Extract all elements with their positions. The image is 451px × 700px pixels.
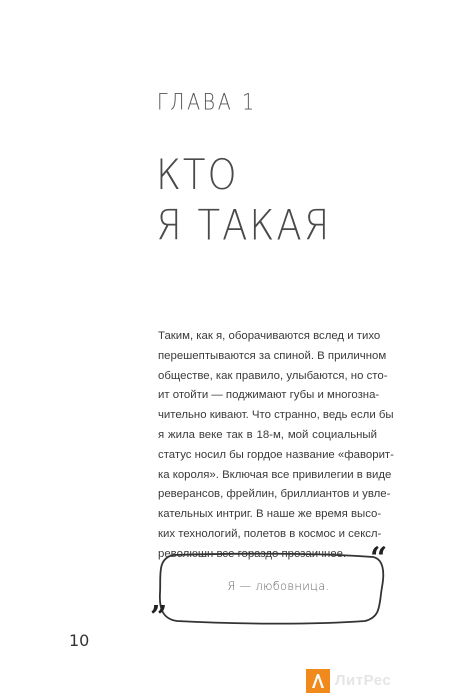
body-line: обществе, как правило, улыбаются, но сто-	[158, 369, 388, 382]
body-line: ких технологий, полетов в космос и секcл-	[158, 527, 382, 540]
body-line: революшн все гораздо прозаичнее.	[158, 547, 347, 560]
body-line: реверансов, фрейлин, бриллиантов и увле-	[158, 488, 391, 501]
chapter-title-line-1: КТО	[156, 151, 239, 200]
publisher-name	[335, 672, 391, 689]
litres-logo-icon	[306, 669, 330, 693]
open-quote-mark: “	[370, 541, 388, 576]
page-number: 10	[69, 631, 90, 650]
publisher-logo	[306, 669, 330, 693]
chapter-title	[156, 150, 331, 251]
body-line: кательных интриг. В наше же время высо-	[158, 508, 382, 521]
body-line: статус носил бы гордое название «фаворит-	[158, 448, 394, 461]
close-quote-mark: ”	[150, 600, 168, 635]
quote-text: Я — любовница.	[227, 579, 330, 593]
body-line: перешептываются за спиной. В приличном	[158, 349, 387, 362]
body-line: я жила веке так в 18-м, мой социальный	[158, 428, 377, 441]
chapter-title-line-2: Я ТАКАЯ	[156, 201, 332, 250]
publisher-name-text: ЛитРес	[335, 672, 392, 689]
body-text	[158, 327, 394, 565]
quote-box	[151, 551, 391, 626]
chapter-label: ГЛАВА 1	[157, 90, 257, 116]
body-line: Таким, как я, оборачиваются вслед и тихо	[158, 330, 381, 342]
body-line: ит отойти — поджимают губы и многозна-	[158, 389, 380, 402]
body-line: ка короля». Включая все привилегии в виде	[158, 468, 392, 481]
body-line: чительно кивают. Что странно, ведь если бы	[158, 409, 394, 422]
